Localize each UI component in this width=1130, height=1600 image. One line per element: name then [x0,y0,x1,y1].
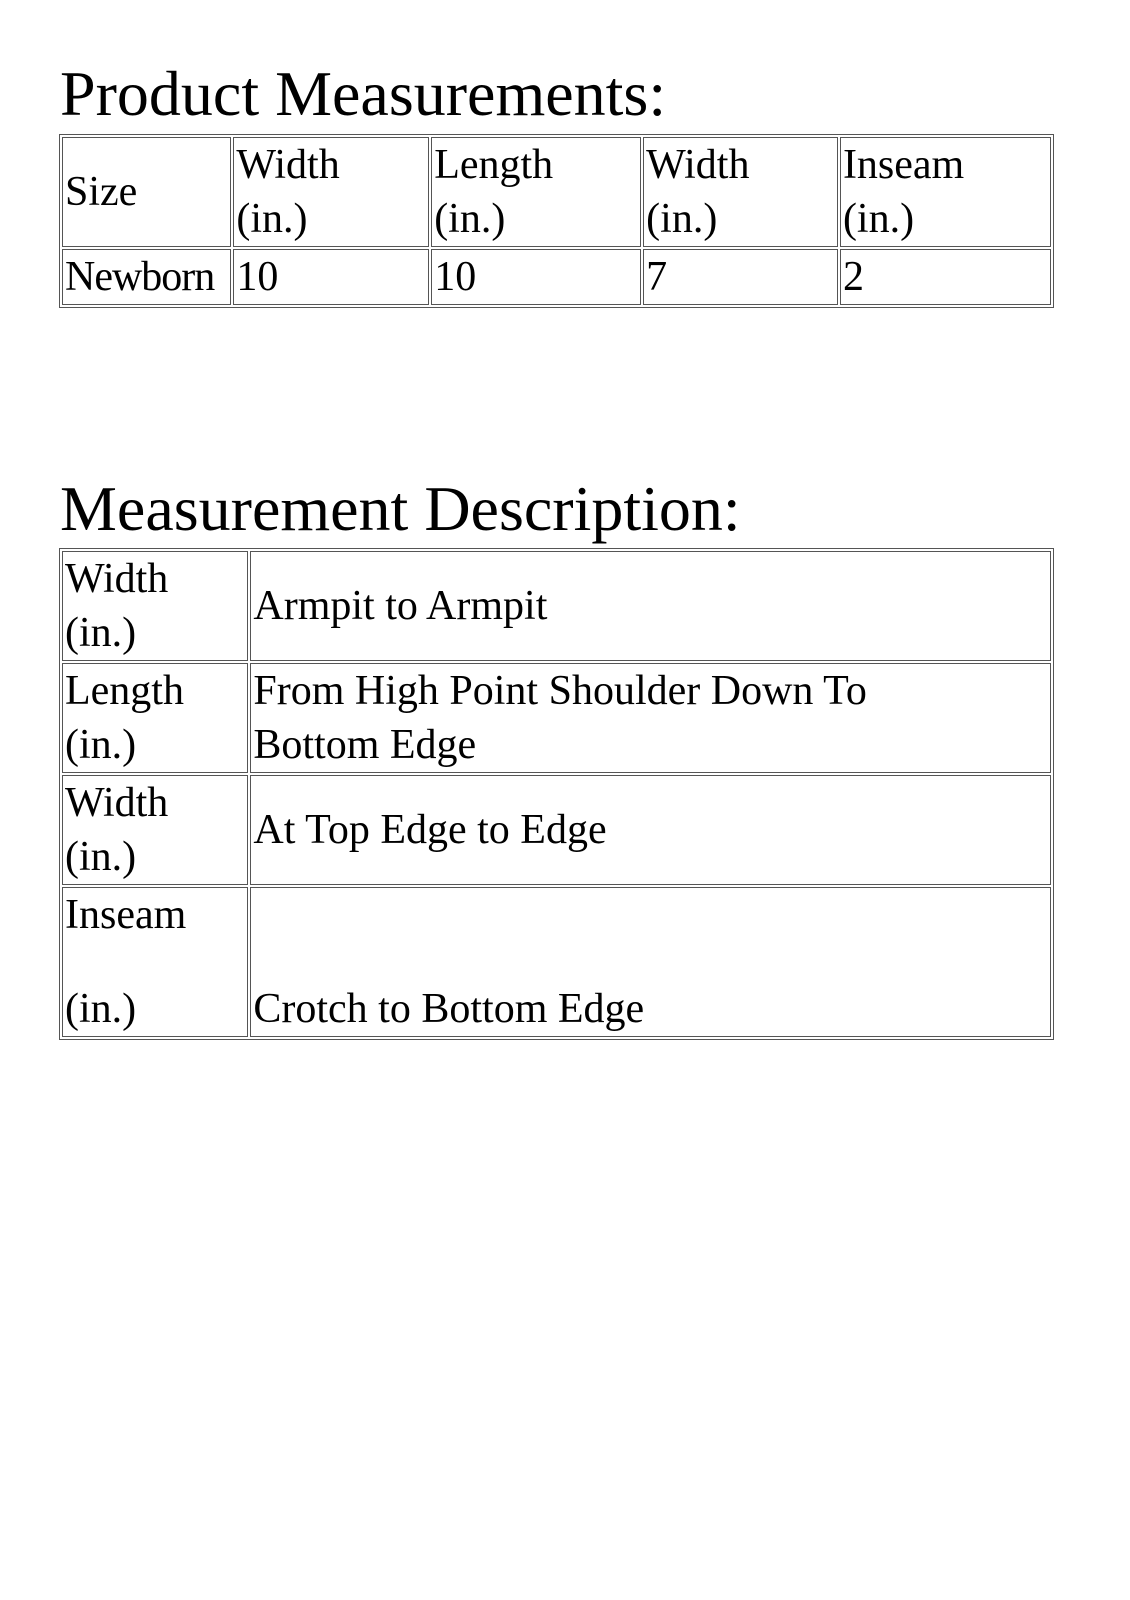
description-text-cell: From High Point Shoulder Down To Bottom Edge [250,663,1051,773]
table-row [62,249,1051,305]
description-label-cell [62,551,248,661]
description-label: Length [65,668,184,714]
description-text-cell: At Top Edge to Edge [250,775,1051,885]
header-label: Inseam [842,142,965,188]
product-measurements-table [59,134,1054,308]
header-label: Width [646,142,750,188]
header-cell-width-2 [643,137,838,247]
inseam-cell: 2 [840,249,1051,305]
description-label: Width [65,556,169,602]
width-cell: 10 [233,249,429,305]
description-label: Inseam [65,892,187,938]
table-row [62,551,1051,661]
header-unit: (in.) [434,196,506,242]
header-unit: (in.) [842,196,915,242]
header-label: Length [434,142,554,188]
header-cell-inseam [840,137,1051,247]
description-unit: (in.) [65,722,137,768]
description-label: Width [65,780,169,826]
description-label-cell [62,887,248,1037]
header-unit: (in.) [236,196,308,242]
measurement-description-heading: Measurement Description: [60,473,741,544]
table-row [62,663,1051,773]
measurement-description-table [59,548,1054,1040]
length-cell: 10 [431,249,641,305]
description-text-cell: Crotch to Bottom Edge [250,887,1051,1037]
header-cell-size [62,137,231,247]
table-row [62,775,1051,885]
size-cell: Newborn [62,249,231,305]
width-cell-2: 7 [643,249,838,305]
description-unit: (in.) [65,610,137,656]
table-row [62,887,1051,1037]
description-label-cell [62,663,248,773]
header-label: Width [236,142,340,188]
description-text-cell: Armpit to Armpit [250,551,1051,661]
description-label-cell [62,775,248,885]
header-unit: (in.) [646,196,718,242]
table-header-row [62,137,1051,247]
description-unit: (in.) [65,834,137,880]
description-unit: (in.) [65,986,137,1032]
header-cell-width [233,137,429,247]
product-measurements-heading: Product Measurements: [60,58,667,129]
header-label: Size [65,169,138,215]
header-cell-length [431,137,641,247]
